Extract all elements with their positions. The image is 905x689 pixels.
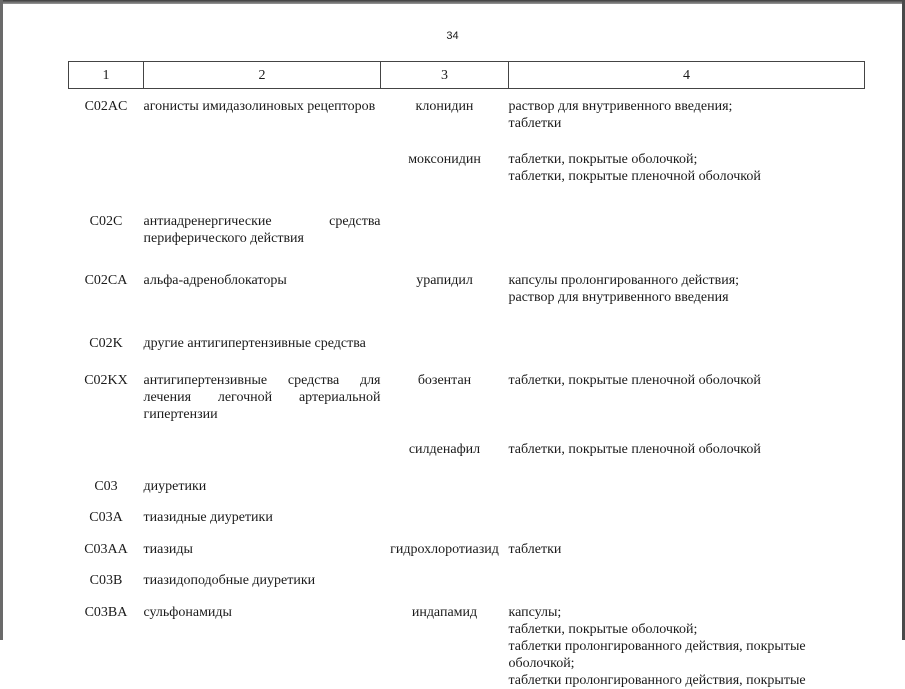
drug-name: бозентан [381, 367, 509, 438]
dosage-form-item: таблетки, покрытые пленочной оболочкой [509, 441, 865, 458]
pharm-group: другие антигипертензивные средства [144, 330, 381, 367]
pharm-group [144, 438, 381, 473]
drug-name: моксонидин [381, 145, 509, 208]
dosage-forms [509, 208, 865, 267]
atc-code: C03A [69, 505, 144, 536]
dosage-forms [509, 536, 865, 568]
header-col-2: 2 [144, 62, 381, 89]
table-row [69, 568, 865, 599]
atc-code: C02AC [69, 89, 144, 146]
header-col-4: 4 [509, 62, 865, 89]
atc-code: C03BA [69, 599, 144, 689]
drug-name [381, 505, 509, 536]
pharm-group: сульфонамиды [144, 599, 381, 689]
dosage-form-item: таблетки [509, 115, 865, 132]
dosage-forms [509, 505, 865, 536]
dosage-form-item: таблетки, покрытые пленочной оболочкой [509, 168, 865, 185]
dosage-forms [509, 438, 865, 473]
atc-code: C03AA [69, 536, 144, 568]
scan-edge-left [0, 0, 3, 640]
table-row [69, 438, 865, 473]
table-row [69, 267, 865, 330]
atc-code: C02KX [69, 367, 144, 438]
dosage-forms [509, 599, 865, 689]
atc-code: C03B [69, 568, 144, 599]
table-row [69, 599, 865, 689]
scan-edge-top [0, 0, 905, 4]
dosage-forms [509, 145, 865, 208]
dosage-form-item: таблетки, покрытые пленочной оболочкой [509, 372, 865, 389]
table-row [69, 330, 865, 367]
dosage-form-item: капсулы; [509, 604, 865, 621]
table-row [69, 208, 865, 267]
dosage-forms [509, 367, 865, 438]
table-row [69, 89, 865, 146]
dosage-form-item: таблетки пролонгированного действия, покрытые оболочкой; [509, 638, 865, 672]
header-col-1: 1 [69, 62, 144, 89]
dosage-forms [509, 330, 865, 367]
drug-name [381, 330, 509, 367]
dosage-forms [509, 267, 865, 330]
dosage-forms [509, 473, 865, 505]
dosage-form-item: таблетки, покрытые оболочкой; [509, 621, 865, 638]
atc-code: C02CA [69, 267, 144, 330]
drug-name: индапамид [381, 599, 509, 689]
pharm-group: диуретики [144, 473, 381, 505]
page-number: 34 [0, 30, 905, 42]
table-body [69, 89, 865, 689]
atc-code: C03 [69, 473, 144, 505]
table-row [69, 536, 865, 568]
dosage-forms [509, 89, 865, 146]
pharm-group: антиадренергические средства периферического действия [144, 208, 381, 267]
pharm-group: тиазиды [144, 536, 381, 568]
drug-name: урапидил [381, 267, 509, 330]
drug-name: гидрохлоротиазид [381, 536, 509, 568]
pharm-group [144, 145, 381, 208]
drug-name [381, 208, 509, 267]
drug-name: клонидин [381, 89, 509, 146]
header-col-3: 3 [381, 62, 509, 89]
dosage-form-item: раствор для внутривенного введения; [509, 98, 865, 115]
drug-table [68, 61, 865, 689]
dosage-form-item: раствор для внутривенного введения [509, 289, 865, 306]
atc-code: C02C [69, 208, 144, 267]
pharm-group: антигипертензивные средства для лечения легочной артериальной гипертензии [144, 367, 381, 438]
table-row [69, 145, 865, 208]
table-header-row [69, 62, 865, 89]
pharm-group: альфа-адреноблокаторы [144, 267, 381, 330]
table-row [69, 473, 865, 505]
dosage-form-item: таблетки, покрытые оболочкой; [509, 151, 865, 168]
table-row [69, 367, 865, 438]
table-row [69, 505, 865, 536]
drug-name [381, 568, 509, 599]
atc-code [69, 145, 144, 208]
drug-name [381, 473, 509, 505]
pharm-group: тиазидоподобные диуретики [144, 568, 381, 599]
pharm-group: агонисты имидазолиновых рецепторов [144, 89, 381, 146]
pharm-group: тиазидные диуретики [144, 505, 381, 536]
dosage-form-item: капсулы пролонгированного действия; [509, 272, 865, 289]
atc-code: C02K [69, 330, 144, 367]
atc-code [69, 438, 144, 473]
dosage-forms [509, 568, 865, 599]
dosage-form-item: таблетки пролонгированного действия, покрытые [509, 672, 865, 689]
drug-name: силденафил [381, 438, 509, 473]
dosage-form-item: таблетки [509, 541, 865, 558]
